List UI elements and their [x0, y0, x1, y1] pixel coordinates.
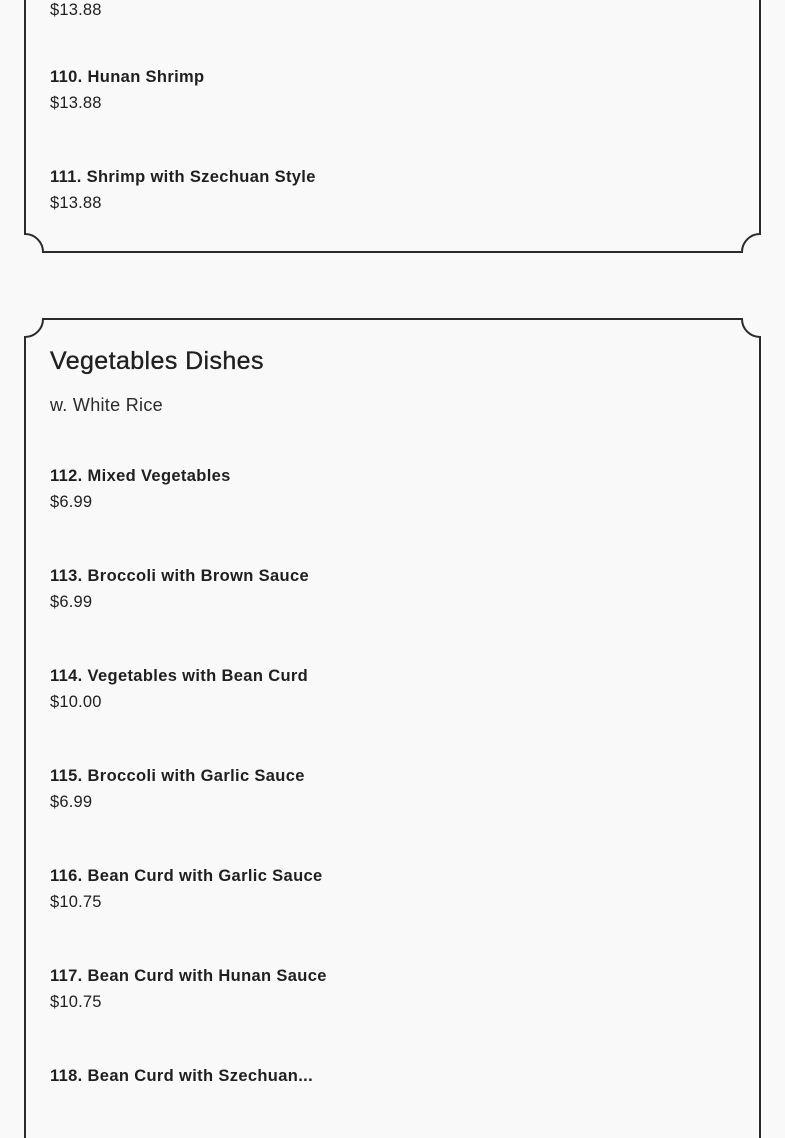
menu-item-price: $13.88: [50, 194, 102, 212]
menu-item-name: 110. Hunan Shrimp: [50, 68, 205, 86]
menu-item-price: $10.75: [50, 993, 102, 1011]
menu-item[interactable]: [50, 1066, 741, 1092]
menu-item-name: 114. Vegetables with Bean Curd: [50, 667, 309, 685]
menu-item[interactable]: [50, 866, 741, 912]
menu-item-price: $6.99: [50, 493, 93, 511]
card-border: [24, 0, 761, 254]
menu-item[interactable]: [50, 67, 741, 113]
menu-item-name: 112. Mixed Vegetables: [50, 467, 231, 485]
menu-item-price: $13.88: [50, 1, 102, 19]
menu-item-name: 117. Bean Curd with Hunan Sauce: [50, 967, 327, 985]
menu-item-name: 113. Broccoli with Brown Sauce: [50, 567, 309, 585]
menu-item[interactable]: [50, 666, 741, 712]
card-border: [24, 318, 761, 1138]
menu-item[interactable]: [50, 766, 741, 812]
menu-item[interactable]: [50, 566, 741, 612]
menu-item-name: 116. Bean Curd with Garlic Sauce: [50, 867, 323, 885]
menu-item[interactable]: [50, 966, 741, 1012]
menu-item[interactable]: [50, 167, 741, 213]
menu-section-card: [24, 0, 761, 254]
menu-item-price: $13.88: [50, 94, 102, 112]
section-title: Vegetables Dishes: [50, 347, 264, 375]
menu-item-price: $6.99: [50, 793, 93, 811]
section-subtitle: w. White Rice: [50, 395, 163, 415]
menu-item[interactable]: [50, 0, 741, 20]
menu-item-name: 118. Bean Curd with Szechuan...: [50, 1067, 313, 1085]
menu-item-price: $6.99: [50, 593, 93, 611]
menu-item[interactable]: [50, 466, 741, 512]
menu-item-name: 115. Broccoli with Garlic Sauce: [50, 767, 305, 785]
menu-item-price: $10.75: [50, 893, 102, 911]
menu-item-price: $10.00: [50, 693, 102, 711]
menu-section-card: [24, 318, 761, 1138]
menu-item-name: 111. Shrimp with Szechuan Style: [50, 168, 316, 186]
